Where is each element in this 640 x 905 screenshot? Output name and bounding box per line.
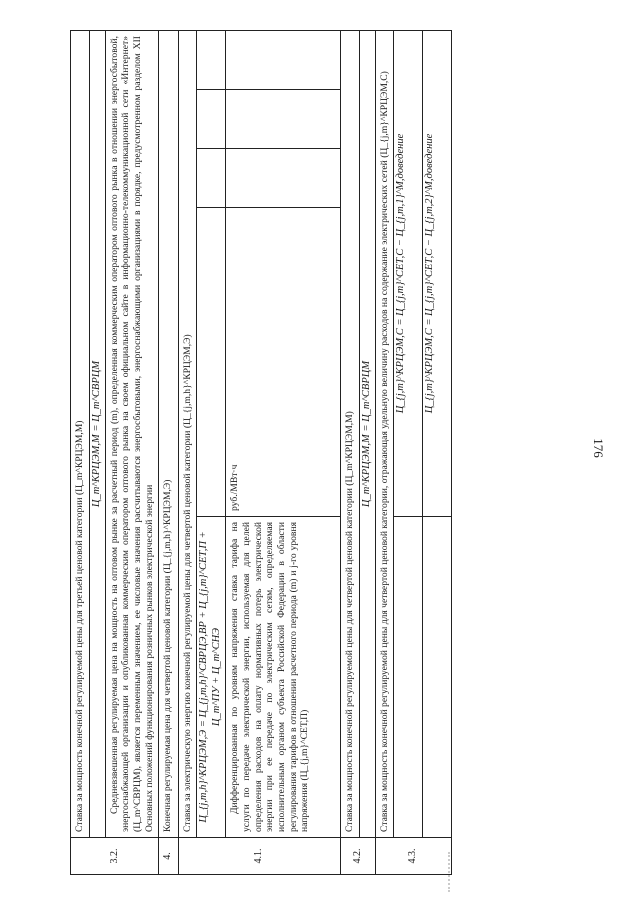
row-heading: Ставка за мощность конечной регулируемой цены для четвертой ценовой категории (Ц_m^КРЦЭМ,М): [341, 31, 360, 838]
unit-cell: руб./МВт·ч: [226, 208, 341, 517]
table-row: [423, 31, 452, 875]
row-number: 3.2.: [71, 838, 159, 875]
page-number: 176: [591, 438, 606, 458]
empty-cell: [226, 31, 341, 90]
table-row: [197, 31, 226, 875]
empty-cell: [197, 90, 226, 149]
tariff-table: [70, 30, 452, 875]
table-row: [178, 31, 197, 875]
empty-cell: [197, 208, 226, 517]
table-row: [89, 31, 105, 875]
empty-cell: [423, 517, 452, 838]
table-row: [105, 31, 159, 875]
empty-cell: [394, 517, 423, 838]
formula: Ц_{j,m}^КРЦЭМ,С = Ц_{j,m}^СЕТ,С − Ц_{j,m,1}^М,доведение: [394, 31, 423, 517]
row-heading: Ставка за мощность конечной регулируемой цены для третьей ценовой категории (Ц_m^КРЦЭМ,М): [71, 31, 90, 838]
rotated-table-wrapper: [70, 30, 575, 875]
row-number: 4.2.: [341, 838, 376, 875]
table-row: [375, 31, 394, 875]
row-heading: Ставка за электрическую энергию конечной регулируемой цены для четвертой ценовой категории (Ц_{j,m,h}^КРЦЭМ,Э): [178, 31, 197, 838]
row-heading: Ставка за мощность конечной регулируемой цены для четвертой ценовой категории, отражающая удельную величину расходов на содержание электрических сетей (Ц_{j,m}^КРЦЭМ,С): [375, 31, 394, 838]
description: Дифференцированная по уровням напряжения ставка тарифа на услуги по передаче электрической энергии, используемая для целей определения расходов на оплату нормативных потерь электрической энергии при ее передаче по электрическим сетям, определяемая исполнительным органом субъекта Российской Федерации в области регулирования тарифов в отношении расчетного периода (m) и j-го уровня напряжения (Ц_{j,m}^СЕТ,П): [226, 517, 341, 838]
formula: Ц_m^КРЦЭМ,М = Ц_m^СВРЦМ: [89, 31, 105, 838]
empty-cell: [226, 149, 341, 208]
description: Средневзвешенная регулируемая цена на мощность на оптовом рынке за расчетный период (m), определенная коммерческим оператором оптового рынка в отношении энергосбытовой, энергоснабжающей организации и опубликованная коммерческим оператором оптового рынка на своем официальном сайте в информационно-телекоммуникационной сети «Интернет» (Ц_m^СВРЦМ), является переменным значением, ее числовые значения рассчитываются энергосбытовыми, энергоснабжающими организациями в порядке, предусмотренном разделом XII Основных положений функционирования розничных рынков электрической энергии: [105, 31, 159, 838]
empty-cell: [197, 149, 226, 208]
formula: Ц_{j,m,h}^КРЦЭМ,Э = Ц_{j,m,h}^СВРЦЭ,ВР + Ц_{j,m}^СЕТ,П + Ц_m^ПУ + Ц_m^СНЭ: [197, 517, 226, 838]
row-heading: Конечная регулируемая цена для четвертой ценовой категории (Ц_{j,m,h}^КРЦЭМ,Э): [159, 31, 178, 838]
scan-artifact: [448, 852, 464, 892]
table-row: [71, 31, 90, 875]
row-number: 4.1.: [178, 838, 341, 875]
formula: Ц_{j,m}^КРЦЭМ,С = Ц_{j,m}^СЕТ,С − Ц_{j,m,2}^М,доведение: [423, 31, 452, 517]
row-number: 4.3.: [375, 838, 452, 875]
table-row: [394, 31, 423, 875]
formula: Ц_m^КРЦЭМ,М = Ц_m^СВРЦМ: [359, 31, 375, 838]
row-number: 4.: [159, 838, 178, 875]
empty-cell: [197, 31, 226, 90]
table-row: [341, 31, 360, 875]
table-row: [159, 31, 178, 875]
empty-cell: [226, 90, 341, 149]
table-row: [226, 31, 341, 875]
table-row: [359, 31, 375, 875]
